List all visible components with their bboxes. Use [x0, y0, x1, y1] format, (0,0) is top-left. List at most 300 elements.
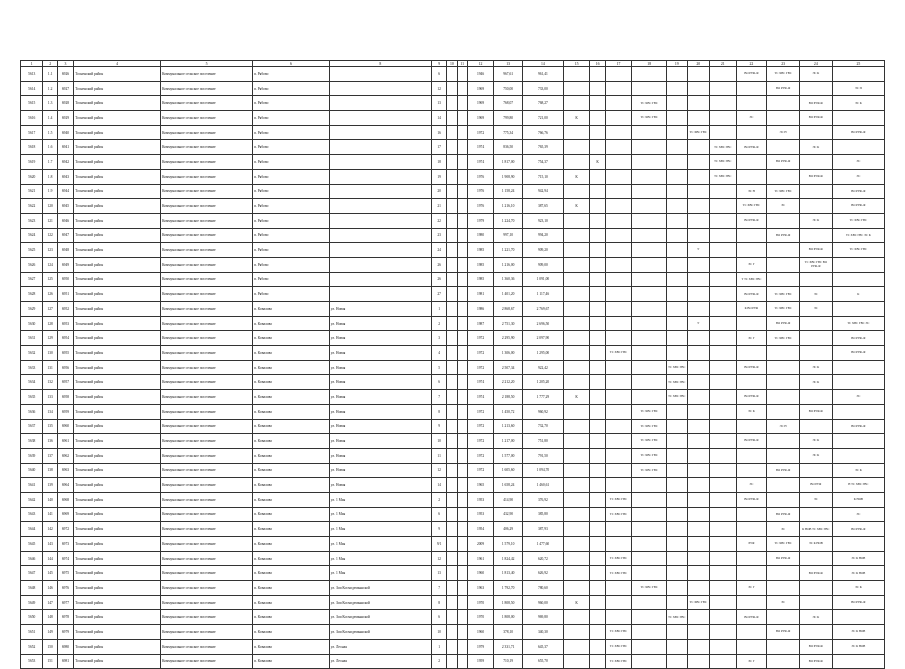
table-cell: [563, 625, 590, 640]
table-cell: 6977: [57, 595, 73, 610]
table-cell: [736, 228, 767, 243]
table-cell: 6953: [57, 316, 73, 331]
table-cell: [447, 404, 457, 419]
table-cell: 1 808,50: [494, 595, 523, 610]
table-cell: [457, 375, 467, 390]
table-cell: 5618: [21, 140, 43, 155]
column-number: 14: [522, 61, 563, 67]
table-cell: 148: [43, 610, 57, 625]
table-cell: [632, 302, 667, 317]
table-cell: [605, 522, 632, 537]
table-cell: [736, 155, 767, 170]
table-cell: п. Рябово: [253, 257, 330, 272]
table-cell: ЭС К: [799, 610, 832, 625]
table-cell: [736, 507, 767, 522]
table-cell: [590, 360, 605, 375]
table-cell: Коммунальное сельское поселение: [161, 81, 253, 96]
table-cell: ЭС К НОВ: [832, 625, 884, 640]
table-cell: 16: [431, 125, 446, 140]
table-cell: [667, 67, 687, 82]
table-row: [21, 492, 885, 507]
table-cell: [447, 81, 457, 96]
table-row: [21, 228, 885, 243]
table-cell: [590, 404, 605, 419]
table-cell: [563, 404, 590, 419]
table-cell: ул. Новая: [329, 419, 431, 434]
table-cell: 1976: [467, 184, 494, 199]
table-cell: [687, 654, 709, 669]
table-row: [21, 566, 885, 581]
table-cell: 655,70: [522, 654, 563, 669]
table-cell: 139: [43, 478, 57, 493]
table-cell: [447, 257, 457, 272]
table-cell: [563, 184, 590, 199]
table-cell: ТС ХВС ГВС ЭС: [832, 316, 884, 331]
table-cell: [563, 492, 590, 507]
table-cell: п. Рябово: [253, 213, 330, 228]
table-cell: [563, 257, 590, 272]
table-cell: [563, 654, 590, 669]
table-cell: п. Ковалово: [253, 404, 330, 419]
table-cell: 1969: [467, 96, 494, 111]
table-cell: [457, 228, 467, 243]
table-cell: 10: [431, 625, 446, 640]
table-cell: 780,60: [522, 581, 563, 596]
table-cell: 5615: [21, 96, 43, 111]
table-cell: ВО РУФ-Ф: [767, 228, 800, 243]
table-cell: 1972: [467, 331, 494, 346]
table-cell: [687, 492, 709, 507]
table-cell: [687, 346, 709, 361]
table-cell: [447, 654, 457, 669]
column-number: 6: [253, 61, 330, 67]
table-cell: [447, 287, 457, 302]
table-cell: [767, 492, 800, 507]
table-cell: [710, 331, 737, 346]
table-cell: К ВО РУФ: [736, 302, 767, 317]
table-cell: [710, 551, 737, 566]
table-cell: ВО РУФ-Ф: [736, 67, 767, 82]
table-cell: 1 205,20: [522, 375, 563, 390]
table-cell: 1969: [467, 111, 494, 126]
table-cell: К НОВ: [832, 492, 884, 507]
table-cell: [457, 419, 467, 434]
table-cell: [687, 169, 709, 184]
table-cell: ВО РУФ-Ф: [736, 213, 767, 228]
table-cell: [687, 404, 709, 419]
table-cell: 1 216,10: [494, 199, 523, 214]
table-cell: 26: [431, 272, 446, 287]
table-cell: ТС ХВС ГВС: [667, 610, 687, 625]
table-cell: [457, 404, 467, 419]
table-cell: ул. Новая: [329, 448, 431, 463]
table-cell: [687, 566, 709, 581]
table-cell: [687, 257, 709, 272]
table-cell: 6940: [57, 125, 73, 140]
table-cell: 6947: [57, 228, 73, 243]
table-cell: Тосненский район: [74, 287, 161, 302]
table-cell: ТС ХВС ГВС: [632, 448, 667, 463]
table-cell: [605, 360, 632, 375]
table-cell: [799, 346, 832, 361]
table-cell: [687, 155, 709, 170]
table-cell: 1.5: [43, 125, 57, 140]
table-cell: У: [687, 243, 709, 258]
table-cell: ВО РУФ: [799, 478, 832, 493]
table-cell: 909,20: [522, 243, 563, 258]
table-cell: ТС ХВС ГВС: [710, 140, 737, 155]
table-cell: [447, 96, 457, 111]
table-cell: [687, 625, 709, 640]
table-cell: ТС ХВС ГВС: [605, 625, 632, 640]
table-cell: [329, 169, 431, 184]
column-number: 18: [632, 61, 667, 67]
table-cell: ЭС К: [799, 213, 832, 228]
table-cell: [710, 272, 737, 287]
table-cell: [590, 346, 605, 361]
table-cell: 5646: [21, 551, 43, 566]
table-cell: [710, 581, 737, 596]
table-cell: [767, 140, 800, 155]
table-cell: [667, 331, 687, 346]
table-cell: ЭС К: [799, 67, 832, 82]
table-cell: ЭС: [767, 595, 800, 610]
table-cell: 5623: [21, 213, 43, 228]
table-cell: Коммунальное сельское поселение: [161, 360, 253, 375]
table-cell: 2 188,50: [494, 390, 523, 405]
table-cell: ТС ХВС ГВС: [632, 581, 667, 596]
table-cell: 1 158,24: [494, 184, 523, 199]
table-cell: [605, 537, 632, 552]
table-cell: [687, 434, 709, 449]
table-cell: 5650: [21, 610, 43, 625]
table-cell: [590, 610, 605, 625]
table-cell: 1974: [467, 375, 494, 390]
table-cell: [736, 316, 767, 331]
table-cell: 6941: [57, 140, 73, 155]
table-cell: ул. Новая: [329, 478, 431, 493]
table-cell: [632, 522, 667, 537]
table-cell: [667, 448, 687, 463]
column-number: 25: [832, 61, 884, 67]
table-cell: ВО РУФ-Ф: [767, 463, 800, 478]
table-cell: ВО РУФ-Ф: [832, 595, 884, 610]
table-cell: [710, 199, 737, 214]
table-cell: [563, 316, 590, 331]
table-cell: 21: [431, 199, 446, 214]
table-cell: 960,92: [522, 404, 563, 419]
table-cell: [667, 492, 687, 507]
table-cell: [605, 287, 632, 302]
table-cell: [710, 360, 737, 375]
table-cell: 754,37: [522, 155, 563, 170]
table-cell: Коммунальное сельское поселение: [161, 272, 253, 287]
table-cell: [667, 111, 687, 126]
table-cell: ЭС: [736, 478, 767, 493]
table-cell: 7: [431, 390, 446, 405]
table-row: [21, 125, 885, 140]
table-cell: п. Ковалово: [253, 316, 330, 331]
table-cell: Тосненский район: [74, 316, 161, 331]
table-cell: [457, 625, 467, 640]
table-cell: ЭС К НОВ: [832, 551, 884, 566]
table-cell: 6978: [57, 610, 73, 625]
column-number: 24: [799, 61, 832, 67]
table-cell: [590, 287, 605, 302]
table-cell: 994,20: [522, 228, 563, 243]
table-cell: 1972: [467, 419, 494, 434]
table-cell: [590, 492, 605, 507]
table-cell: 6954: [57, 331, 73, 346]
table-cell: ул. Новая: [329, 360, 431, 375]
table-cell: [563, 581, 590, 596]
table-cell: [447, 448, 457, 463]
table-cell: 721,00: [522, 111, 563, 126]
table-cell: Коммунальное сельское поселение: [161, 551, 253, 566]
table-cell: 121: [43, 213, 57, 228]
table-cell: 626,92: [522, 566, 563, 581]
table-cell: п. Рябово: [253, 199, 330, 214]
table-cell: 141: [43, 507, 57, 522]
table-cell: 132: [43, 375, 57, 390]
table-cell: 2 507,34: [494, 360, 523, 375]
table-cell: 23: [431, 228, 446, 243]
table-cell: [710, 96, 737, 111]
table-cell: 1961: [467, 551, 494, 566]
table-row: [21, 581, 885, 596]
table-cell: [667, 419, 687, 434]
table-cell: [457, 537, 467, 552]
table-cell: 11: [431, 448, 446, 463]
table-cell: 1972: [467, 360, 494, 375]
table-cell: [710, 595, 737, 610]
table-cell: [799, 625, 832, 640]
table-cell: [457, 257, 467, 272]
table-cell: 6946: [57, 213, 73, 228]
table-cell: п. Ковалово: [253, 654, 330, 669]
table-cell: [832, 67, 884, 82]
table-cell: 5614: [21, 81, 43, 96]
table-cell: 1960: [467, 625, 494, 640]
table-cell: Коммунальное сельское поселение: [161, 228, 253, 243]
table-cell: 766,76: [522, 125, 563, 140]
table-cell: [329, 199, 431, 214]
table-cell: [832, 434, 884, 449]
table-cell: [329, 257, 431, 272]
table-cell: Коммунальное сельское поселение: [161, 316, 253, 331]
table-cell: 128: [43, 316, 57, 331]
table-cell: ул. 1 Мая: [329, 551, 431, 566]
table-cell: [632, 243, 667, 258]
table-cell: 137: [43, 448, 57, 463]
table-cell: [632, 228, 667, 243]
table-cell: [329, 272, 431, 287]
table-cell: [447, 360, 457, 375]
table-cell: [605, 184, 632, 199]
table-cell: 1 777,29: [522, 390, 563, 405]
table-cell: [457, 302, 467, 317]
table-cell: ул. Новая: [329, 302, 431, 317]
table-cell: 1 579,10: [494, 537, 523, 552]
table-cell: ЭС Н: [767, 419, 800, 434]
table-cell: [832, 272, 884, 287]
table-cell: [710, 302, 737, 317]
table-cell: [687, 537, 709, 552]
table-cell: ЭС: [832, 169, 884, 184]
table-cell: [590, 478, 605, 493]
table-cell: ЭС: [832, 390, 884, 405]
table-cell: 6955: [57, 346, 73, 361]
table-row: [21, 96, 885, 111]
table-cell: ТС ХВС ГВС ЭС К: [832, 228, 884, 243]
table-cell: [457, 639, 467, 654]
table-cell: Тосненский район: [74, 581, 161, 596]
table-cell: 5649: [21, 595, 43, 610]
table-cell: [457, 346, 467, 361]
table-cell: [632, 360, 667, 375]
table-cell: 969,80: [522, 610, 563, 625]
table-cell: К: [563, 595, 590, 610]
table-cell: [710, 316, 737, 331]
table-cell: 1.7: [43, 155, 57, 170]
table-cell: [447, 610, 457, 625]
table-cell: Тосненский район: [74, 419, 161, 434]
table-cell: Тосненский район: [74, 67, 161, 82]
table-cell: 14: [431, 478, 446, 493]
table-cell: ВО РУФ-Ф: [767, 316, 800, 331]
table-cell: ВО РУФ-Ф: [736, 287, 767, 302]
table-cell: [632, 155, 667, 170]
table-cell: Коммунальное сельское поселение: [161, 243, 253, 258]
table-cell: п. Рябово: [253, 125, 330, 140]
table-cell: [767, 111, 800, 126]
table-cell: Тосненский район: [74, 213, 161, 228]
table-cell: 414,90: [494, 492, 523, 507]
table-cell: ВО РУФ-Ф: [767, 625, 800, 640]
table-cell: 6950: [57, 272, 73, 287]
column-number: 8: [329, 61, 431, 67]
table-cell: [767, 581, 800, 596]
table-cell: [667, 213, 687, 228]
table-cell: [447, 595, 457, 610]
table-cell: п. Ковалово: [253, 331, 330, 346]
table-cell: 5624: [21, 228, 43, 243]
table-cell: [736, 639, 767, 654]
table-cell: 1.2: [43, 81, 57, 96]
table-cell: 2 212,20: [494, 375, 523, 390]
table-cell: 1: [431, 639, 446, 654]
table-cell: 1985: [467, 272, 494, 287]
table-cell: ВО РУФ-Ф: [736, 610, 767, 625]
table-cell: Коммунальное сельское поселение: [161, 625, 253, 640]
table-cell: [710, 375, 737, 390]
table-cell: [590, 184, 605, 199]
table-cell: п. Рябово: [253, 67, 330, 82]
table-cell: [457, 595, 467, 610]
table-cell: [632, 287, 667, 302]
table-cell: Тосненский район: [74, 448, 161, 463]
table-cell: 6975: [57, 566, 73, 581]
table-cell: [447, 492, 457, 507]
table-cell: 1 460,61: [522, 478, 563, 493]
table-cell: ВО РУФ-Ф: [799, 111, 832, 126]
table-cell: Тосненский район: [74, 111, 161, 126]
table-cell: [563, 287, 590, 302]
table-cell: 1 817,00: [494, 155, 523, 170]
table-cell: ТС ХВС ГВС: [605, 346, 632, 361]
table-cell: 1972: [467, 463, 494, 478]
table-cell: Коммунальное сельское поселение: [161, 478, 253, 493]
table-cell: [457, 155, 467, 170]
table-cell: [447, 199, 457, 214]
table-cell: 9/1: [431, 537, 446, 552]
table-cell: 1946: [467, 67, 494, 82]
table-cell: [447, 184, 457, 199]
table-cell: 385,80: [522, 507, 563, 522]
table-cell: [687, 507, 709, 522]
table-cell: [767, 566, 800, 581]
table-cell: [632, 199, 667, 214]
table-cell: [687, 287, 709, 302]
table-cell: Тосненский район: [74, 360, 161, 375]
table-cell: ЭС К: [799, 360, 832, 375]
table-cell: 12: [431, 463, 446, 478]
table-cell: [687, 522, 709, 537]
table-cell: 145: [43, 566, 57, 581]
table-cell: [667, 478, 687, 493]
table-cell: 2: [431, 654, 446, 669]
table-cell: [447, 331, 457, 346]
table-cell: 923,10: [522, 213, 563, 228]
table-cell: 5620: [21, 169, 43, 184]
table-cell: [590, 537, 605, 552]
table-cell: ЭС: [767, 522, 800, 537]
table-cell: [590, 257, 605, 272]
table-cell: 967,61: [494, 67, 523, 82]
table-cell: [605, 111, 632, 126]
table-cell: 5643: [21, 507, 43, 522]
table-cell: 133: [43, 390, 57, 405]
table-cell: 138: [43, 463, 57, 478]
table-cell: [832, 537, 884, 552]
table-cell: п. Рябово: [253, 184, 330, 199]
table-cell: 1 401,20: [494, 287, 523, 302]
column-number: 17: [605, 61, 632, 67]
table-cell: 5639: [21, 448, 43, 463]
table-cell: [799, 463, 832, 478]
table-cell: ЭС Г: [736, 257, 767, 272]
table-cell: [605, 228, 632, 243]
table-cell: Коммунальное сельское поселение: [161, 155, 253, 170]
table-cell: [710, 537, 737, 552]
table-row: [21, 316, 885, 331]
table-cell: ВО РУФ-Ф: [799, 639, 832, 654]
table-cell: 378,10: [494, 625, 523, 640]
table-cell: [710, 81, 737, 96]
table-cell: ЭС: [736, 111, 767, 126]
table-cell: [710, 228, 737, 243]
table-cell: 2 696,50: [522, 316, 563, 331]
table-cell: [710, 463, 737, 478]
table-cell: [667, 169, 687, 184]
table-cell: 961,41: [522, 67, 563, 82]
table-cell: [447, 419, 457, 434]
table-cell: [590, 625, 605, 640]
table-cell: 2 769,67: [522, 302, 563, 317]
table-cell: [632, 169, 667, 184]
table-cell: 1 792,70: [494, 581, 523, 596]
table-cell: 5: [431, 360, 446, 375]
